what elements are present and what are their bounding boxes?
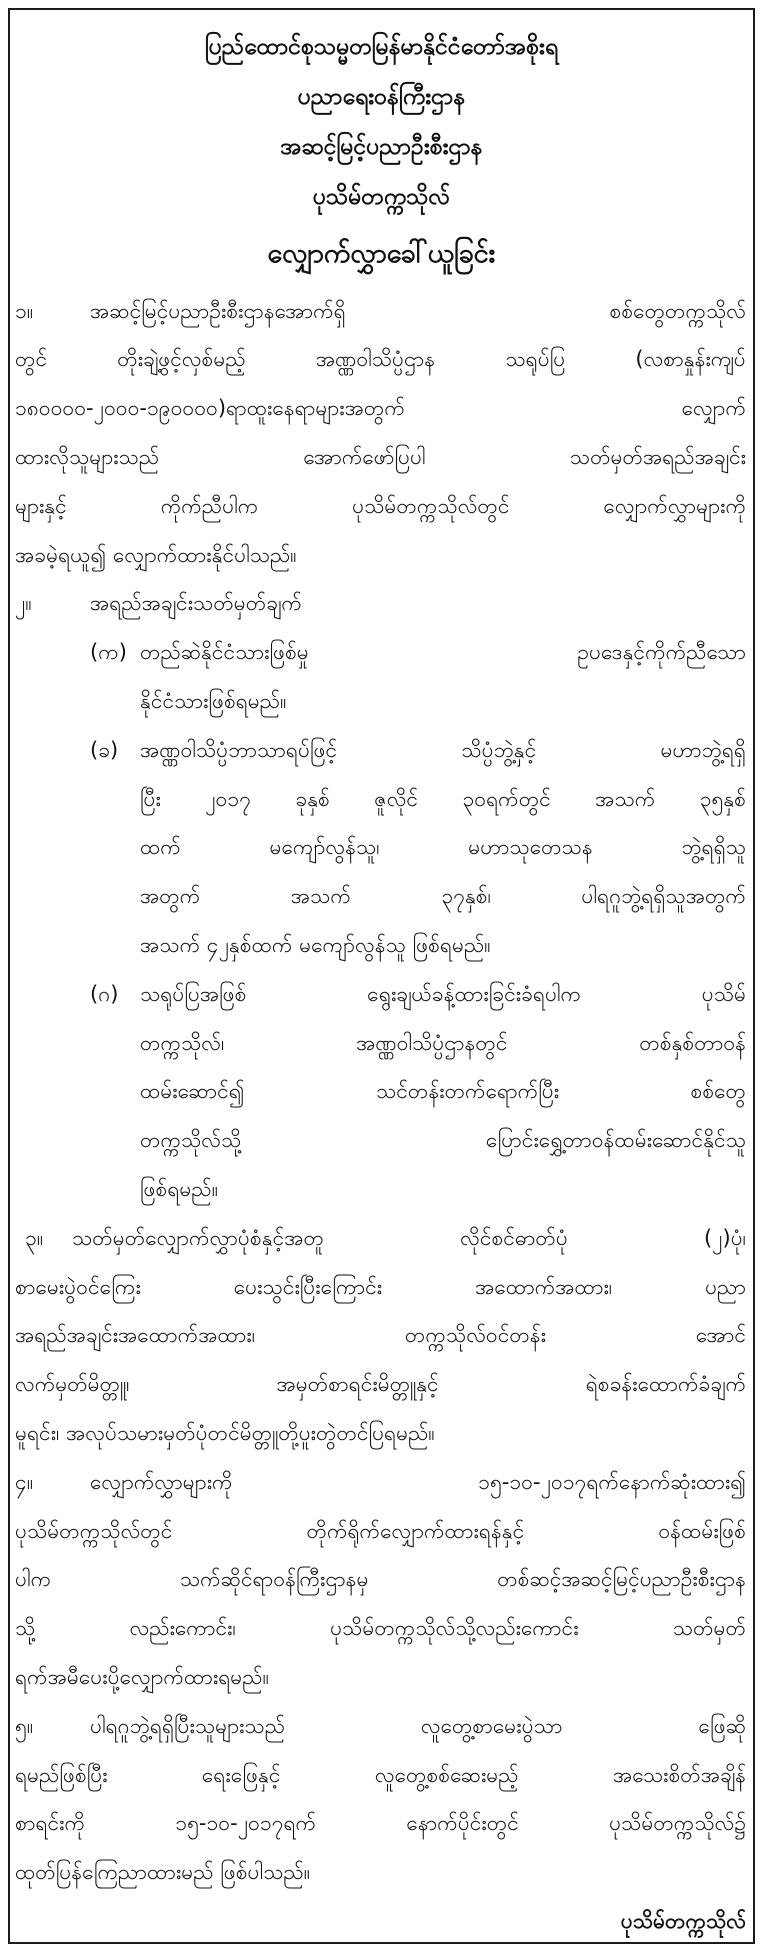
item-kha-line-3 [15, 823, 746, 872]
section-1-line-1 [15, 287, 746, 336]
section-1-line-6 [15, 531, 746, 580]
line-text: တွင် တိုးချဲ့ဖွင့်လှစ်မည့် အဏ္ဏဝါသိပ္ပံဌာန သရုပ်ပြ (လစာနှုန်းကျပ် [15, 347, 746, 372]
line-text: ဖြစ်ရမည်။ [140, 1176, 219, 1201]
section-3 [15, 1214, 746, 1458]
item-ga-line-3 [15, 1067, 746, 1116]
item-label: (ခ) [90, 737, 119, 762]
section-2-heading-line [15, 579, 746, 628]
section-1-line-5 [15, 482, 746, 531]
item-kha-line-1 [15, 726, 746, 775]
item-ka-line-1 [15, 628, 746, 677]
line-text: အခမဲ့ရယူ၍ လျှောက်ထားနိုင်ပါသည်။ [15, 542, 297, 567]
item-ka-line-2 [15, 677, 746, 726]
section-4-line-5 [15, 1653, 746, 1702]
section-number: ၂။ [15, 591, 32, 616]
line-text: ထက် မကျော်လွန်သူ၊ မဟာသုတေသန ဘွဲ့ရရှိသူ [140, 835, 746, 860]
section-3-line-5 [15, 1409, 746, 1458]
line-text: များနှင့် ကိုက်ညီပါက ပုသိမ်တက္ကသိုလ်တွင် လျှောက်လွှာများကို [15, 493, 746, 518]
line-text: သို့ လည်းကောင်း၊ ပုသိမ်တက္ကသိုလ်သို့လည်းကောင်း သတ်မှတ် [15, 1616, 746, 1641]
announcement-title: လျှောက်လွှာခေါ်ယူခြင်း [267, 238, 496, 269]
item-label: (က) [90, 640, 127, 665]
signature-issuer: ပုသိမ်တက္ကသိုလ် [620, 1908, 746, 1933]
government-line [10, 22, 753, 72]
item-ga-line-1 [15, 970, 746, 1019]
item-kha-line-2 [15, 775, 746, 824]
line-text: နိုင်ငံသားဖြစ်ရမည်။ [140, 688, 287, 713]
line-text: ပုသိမ်တက္ကသိုလ်တွင် တိုက်ရိုက်လျှောက်ထားရန်နှင့် ဝန်ထမ်းဖြစ် [15, 1518, 746, 1543]
section-5-line-4 [15, 1848, 746, 1897]
government-name: ပြည်ထောင်စုသမ္မတမြန်မာနိုင်ငံတော်အစိုးရ [204, 34, 559, 60]
section-4-line-4 [15, 1604, 746, 1653]
section-1-line-2 [15, 335, 746, 384]
section-1-line-3 [15, 384, 746, 433]
item-ga-line-5 [15, 1165, 746, 1214]
announcement-frame [8, 8, 755, 1944]
line-text: တက္ကသိုလ်၊ အဏ္ဏဝါသိပ္ပံဌာနတွင် တစ်နှစ်တာဝန် [140, 1030, 746, 1055]
section-1-line-4 [15, 433, 746, 482]
section-4-line-1 [15, 1458, 746, 1507]
section-1 [15, 287, 746, 580]
line-text: အဆင့်မြင့်ပညာဦးစီးဌာနအောက်ရှိ စစ်တွေတက္ကသိုလ် [90, 298, 746, 323]
section-5-line-2 [15, 1751, 746, 1800]
section-number: ၁။ [15, 298, 34, 323]
section-number: ၄။ [15, 1469, 34, 1494]
line-text: ထားလိုသူများသည် အောက်ဖော်ပြပါ သတ်မှတ်အရည်အချင်း [15, 444, 746, 469]
section-3-line-4 [15, 1360, 746, 1409]
line-text: ထုတ်ပြန်ကြေညာထားမည် ဖြစ်ပါသည်။ [15, 1860, 311, 1885]
line-text: ရက်အမီပေးပို့လျှောက်ထားရမည်။ [15, 1664, 269, 1689]
department-line [10, 122, 753, 172]
section-5 [15, 1702, 746, 1897]
university-line [10, 172, 753, 222]
line-text: လျှောက်လွှာများကို ၁၅-၁၀-၂၀၁၇ရက်နောက်ဆုံးထား၍ [90, 1469, 746, 1494]
line-text: ပါရဂူဘွဲ့ရရှိပြီးသူများသည် လူတွေ့စာမေးပွဲသာ ဖြေဆို [90, 1713, 746, 1738]
section-5-line-1 [15, 1702, 746, 1751]
section-3-line-2 [15, 1263, 746, 1312]
item-ga-line-4 [15, 1116, 746, 1165]
line-text: အသက် ၄၂နှစ်ထက် မကျော်လွန်သူ ဖြစ်ရမည်။ [140, 932, 491, 957]
line-text: လက်မှတ်မိတ္တူ၊ အမှတ်စာရင်းမိတ္တူနှင့် ရဲစခန်းထောက်ခံချက် [15, 1372, 746, 1397]
line-text: စာရင်းကို ၁၅-၁၀-၂၀၁၇ရက် နောက်ပိုင်းတွင် ပုသိမ်တက္ကသိုလ်၌ [15, 1811, 746, 1836]
section-3-line-3 [15, 1311, 746, 1360]
item-kha-line-4 [15, 872, 746, 921]
line-text: သရုပ်ပြအဖြစ် ရွေးချယ်ခန့်ထားခြင်းခံရပါက ပုသိမ် [140, 981, 746, 1006]
line-text: မူရင်း၊ အလုပ်သမားမှတ်ပုံတင်မိတ္တူတို့ပူးတွဲတင်ပြရမည်။ [15, 1420, 435, 1445]
line-text: ပါက သက်ဆိုင်ရာဝန်ကြီးဌာနမှ တစ်ဆင့်အဆင့်မြင့်ပညာဦးစီးဌာန [15, 1567, 746, 1592]
line-text: ပြီး ၂၀၁၇ ခုနှစ် ဇူလိုင် ၃၀ရက်တွင် အသက် ၃၅နှစ် [140, 786, 746, 811]
section-number: ၅။ [15, 1713, 34, 1738]
university-name: ပုသိမ်တက္ကသိုလ် [312, 184, 451, 210]
section-number: ၃။ [25, 1225, 44, 1250]
item-label: (ဂ) [90, 981, 119, 1006]
section-4-line-3 [15, 1555, 746, 1604]
item-ga-line-2 [15, 1019, 746, 1068]
announcement-header [10, 22, 753, 222]
line-text: တည်ဆဲနိုင်ငံသားဖြစ်မှု ဥပဒေနှင့်ကိုက်ညီသော [140, 640, 746, 665]
section-5-line-3 [15, 1799, 746, 1848]
ministry-line [10, 72, 753, 122]
item-kha-line-5 [15, 921, 746, 970]
line-text: သတ်မှတ်လျှောက်လွှာပုံစံနှင့်အတူ လိုင်စင်ဓာတ်ပုံ (၂)ပုံ၊ [72, 1225, 746, 1250]
line-text: ရမည်ဖြစ်ပြီး ရေးဖြေနှင့် လူတွေ့စစ်ဆေးမည့် အသေးစိတ်အချိန် [15, 1762, 746, 1787]
line-text: ထမ်းဆောင်၍ သင်တန်းတက်ရောက်ပြီး စစ်တွေ [140, 1079, 746, 1104]
signature-line [15, 1897, 746, 1946]
line-text: တက္ကသိုလ်သို့ ပြောင်းရွှေ့တာဝန်ထမ်းဆောင်နိုင်သူ [140, 1128, 746, 1153]
section-3-line-1 [15, 1214, 746, 1263]
section-2 [15, 579, 746, 1213]
section-4-line-2 [15, 1507, 746, 1556]
announcement-title-line [10, 227, 753, 281]
announcement-body [15, 287, 746, 1946]
line-text: အတွက် အသက် ၃၇နှစ်၊ ပါရဂူဘွဲ့ရရှိသူအတွက် [140, 884, 746, 909]
department-name: အဆင့်မြင့်ပညာဦးစီးဌာန [280, 134, 483, 160]
line-text: အရည်အချင်းအထောက်အထား၊ တက္ကသိုလ်ဝင်တန်း အောင် [15, 1323, 746, 1348]
line-text: စာမေးပွဲဝင်ကြေး ပေးသွင်းပြီးကြောင်း အထောက်အထား၊ ပညာ [15, 1274, 746, 1299]
section-4 [15, 1458, 746, 1702]
ministry-name: ပညာရေးဝန်ကြီးဌာန [297, 84, 466, 110]
line-text: ၁၈၀၀၀၀-၂၀၀၀-၁၉၀၀၀၀)ရာထူးနေရာများအတွက် လျှောက် [15, 396, 746, 421]
section-heading: အရည်အချင်းသတ်မှတ်ချက် [90, 591, 302, 616]
line-text: အဏ္ဏဝါသိပ္ပံဘာသာရပ်ဖြင့် သိပ္ပံဘွဲ့နှင့် မဟာဘွဲ့ရရှိ [140, 737, 746, 762]
